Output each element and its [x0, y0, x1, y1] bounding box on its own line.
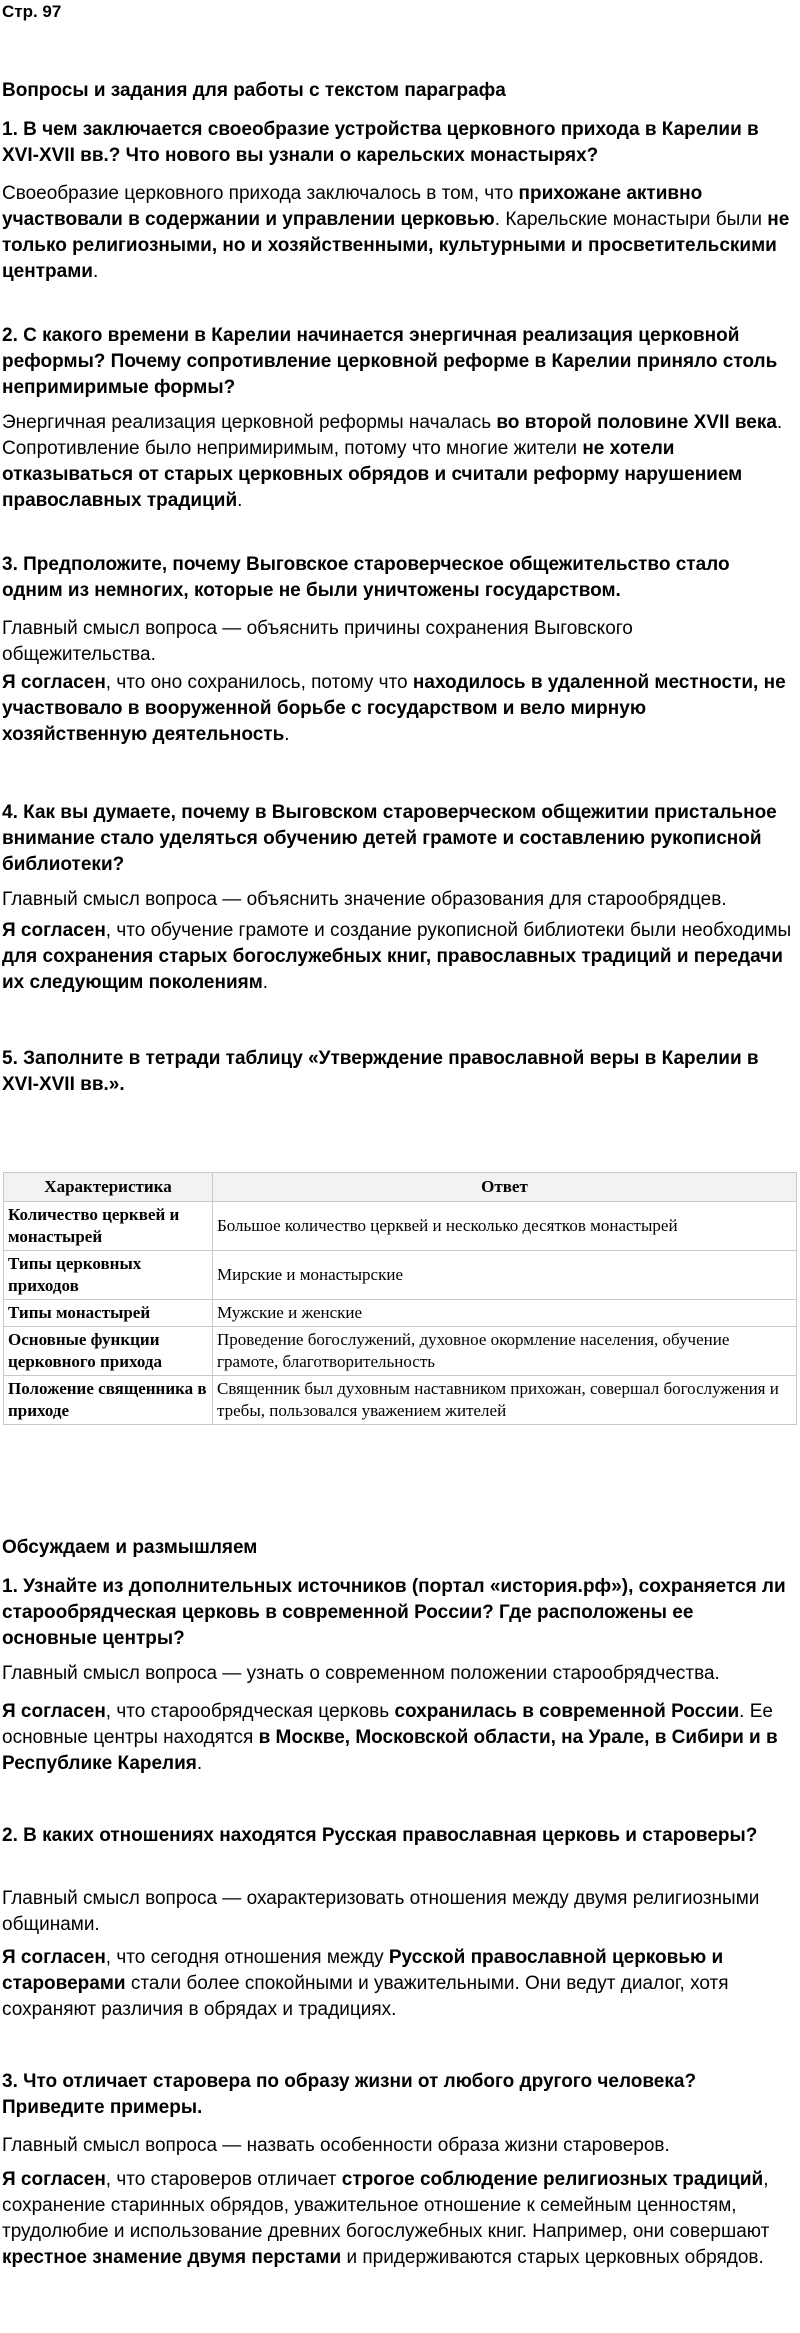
discussion-answer-1-main: Главный смысл вопроса — узнать о современном положении старообрядчества.	[2, 1663, 720, 1684]
answer-4: Я согласен, что обучение грамоте и создание рукописной библиотеки были необходимы для сохранения старых богослужебных книг, православных традиций и передачи их следующим поколениям.	[2, 920, 792, 993]
question-text: 3. Предположите, почему Выговское староверческое общежительство стало одним из немногих, которые не были уничтожены государством.	[2, 554, 730, 601]
discussion-answer-3: Я согласен, что староверов отличает строгое соблюдение религиозных традиций, сохранение старинных обрядов, уважительное отношение к семейным ценностям, трудолюбие и использование древних богослужебных книг. Например, они совершают крестное знамение двумя перстами и придерживаются старых церковных обрядов.	[2, 2169, 770, 2268]
discussion-answer-3-main: Главный смысл вопроса — назвать особенности образа жизни староверов.	[2, 2135, 670, 2156]
question-2	[2, 323, 792, 401]
table-cell-value: Большое количество церквей и несколько десятков монастырей	[213, 1202, 797, 1251]
question-text: 2. С какого времени в Карелии начинается энергичная реализация церковной реформы? Почему сопротивление церковной реформе в Карелии приняло столь непримиримые формы?	[2, 325, 778, 398]
column-header: Характеристика	[4, 1173, 213, 1202]
section-title: Обсуждаем и размышляем	[2, 1537, 258, 1558]
discussion-answer-1: Я согласен, что старообрядческая церковь сохранилась в современной России. Ее основные центры находятся в Москве, Московской области, на Урале, в Сибири и в Республике Карелия.	[2, 1701, 778, 1774]
table-row	[4, 1376, 797, 1425]
table-cell-value: Проведение богослужений, духовное окормление населения, обучение грамоте, благотворительность	[213, 1327, 797, 1376]
answer-4-main: Главный смысл вопроса — объяснить значение образования для старообрядцев.	[2, 889, 727, 910]
table-cell-key: Типы церковных приходов	[4, 1251, 213, 1300]
answer-3: Я согласен, что оно сохранилось, потому что находилось в удаленной местности, не участвовало в вооруженной борьбе с государством и вело мирную хозяйственную деятельность.	[2, 672, 786, 745]
table-row	[4, 1202, 797, 1251]
table-row	[4, 1327, 797, 1376]
question-3	[2, 552, 792, 604]
answer-1: Своеобразие церковного прихода заключалось в том, что прихожане активно участвовали в содержании и управлении церковью. Карельские монастыри были не только религиозными, но и хозяйственными, культурными и просветительскими центрами.	[2, 183, 790, 282]
page-number: Стр. 97	[2, 2, 62, 21]
discussion-question-3	[2, 2069, 792, 2121]
answer-3-main: Главный смысл вопроса — объяснить причины сохранения Выговского общежительства.	[2, 618, 633, 665]
discussion-answer-2: Я согласен, что сегодня отношения между Русской православной церковью и староверами стали более спокойными и уважительными. Они ведут диалог, хотя сохраняют различия в обрядах и традициях.	[2, 1947, 729, 2020]
question-text: 3. Что отличает старовера по образу жизни от любого другого человека? Приведите примеры.	[2, 2071, 697, 2118]
discussion-answer-2-main: Главный смысл вопроса — охарактеризовать отношения между двумя религиозными общинами.	[2, 1888, 760, 1935]
question-1	[2, 117, 792, 169]
question-text: 5. Заполните в тетради таблицу «Утверждение православной веры в Карелии в XVI-XVII вв.».	[2, 1048, 759, 1095]
question-4	[2, 800, 792, 878]
table-cell-key: Количество церквей и монастырей	[4, 1202, 213, 1251]
table-row	[4, 1300, 797, 1327]
discussion-question-1	[2, 1574, 792, 1652]
table-cell-key: Основные функции церковного прихода	[4, 1327, 213, 1376]
section-title: Вопросы и задания для работы с текстом параграфа	[2, 80, 506, 101]
column-header: Ответ	[213, 1173, 797, 1202]
table-cell-key: Типы монастырей	[4, 1300, 213, 1327]
table-header-row	[4, 1173, 797, 1202]
answer-table	[3, 1172, 797, 1425]
discussion-question-2	[2, 1823, 792, 1849]
answer-2: Энергичная реализация церковной реформы началась во второй половине XVII века. Сопротивление было непримиримым, потому что многие жители не хотели отказываться от старых церковных обрядов и считали реформу нарушением православных традиций.	[2, 412, 783, 511]
question-text: 1. В чем заключается своеобразие устройства церковного прихода в Карелии в XVI-XVII вв.? Что нового вы узнали о карельских монастырях?	[2, 119, 759, 166]
table-cell-value: Мирские и монастырские	[213, 1251, 797, 1300]
table-cell-value: Священник был духовным наставником прихожан, совершал богослужения и требы, пользовался уважением жителей	[213, 1376, 797, 1425]
table-cell-value: Мужские и женские	[213, 1300, 797, 1327]
table-row	[4, 1251, 797, 1300]
question-text: 2. В каких отношениях находятся Русская православная церковь и староверы?	[2, 1825, 758, 1846]
question-5	[2, 1046, 792, 1098]
question-text: 4. Как вы думаете, почему в Выговском староверческом общежитии пристальное внимание стало уделяться обучению детей грамоте и составлению рукописной библиотеки?	[2, 802, 777, 875]
table-cell-key: Положение священника в приходе	[4, 1376, 213, 1425]
question-text: 1. Узнайте из дополнительных источников (портал «история.рф»), сохраняется ли старообрядческая церковь в современной России? Где расположены ее основные центры?	[2, 1576, 786, 1649]
